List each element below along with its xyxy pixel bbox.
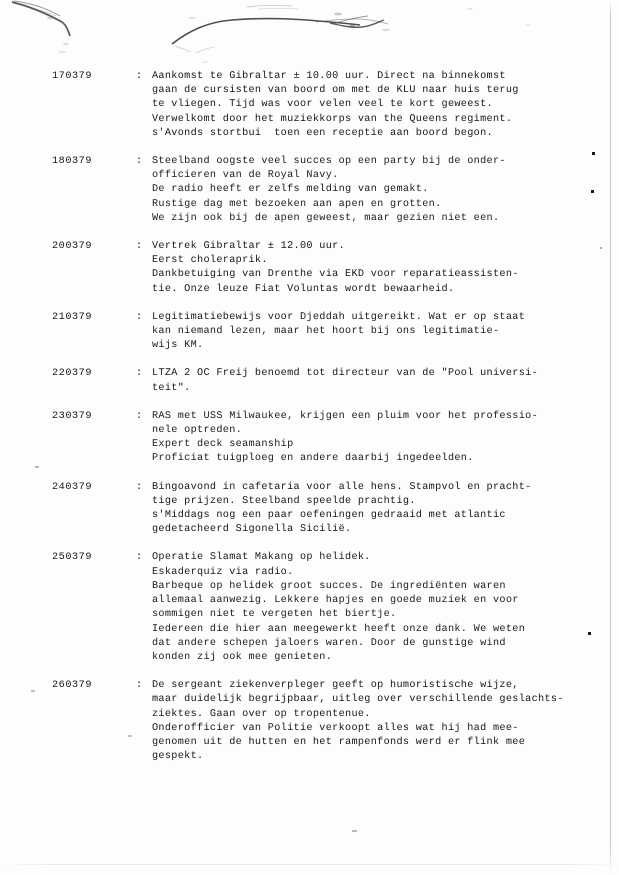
log-entry-line: genomen uit de hutten en het rampenfonds werd er flink mee — [152, 736, 526, 748]
log-entry-line: Dankbetuiging van Drenthe via EKD voor reparatieassisten- — [152, 269, 519, 281]
log-entry-line: kan niemand lezen, maar het hoort bij ons legitimatie- — [152, 326, 500, 338]
log-entry-line: maar duidelijk begrijpbaar, uitleg over verschillende geslachts- — [152, 694, 564, 706]
log-entry-list — [0, 70, 619, 778]
log-entry-text — [152, 367, 619, 395]
log-entry-line: tige prijzen. Steelband speelde prachtig. — [152, 495, 416, 507]
log-entry-date: 170379 — [52, 71, 92, 82]
scan-tear-artifact — [0, 0, 619, 72]
log-entry-date: 240379 — [52, 481, 92, 493]
log-entry-date: 180379 — [52, 156, 92, 168]
log-entry-line: Eerst choleraprik. — [152, 255, 268, 267]
log-entry-date: 220379 — [52, 368, 92, 380]
log-entry-line: officieren van de Royal Navy. — [152, 170, 339, 182]
log-entry-line: Vertrek Gibraltar ± 12.00 uur. — [152, 241, 346, 253]
log-entry-line: wijs KM. — [152, 340, 204, 352]
log-entry-text — [152, 679, 619, 764]
log-entry-line: s'Middags nog een paar oefeningen gedraaid met atlantic — [152, 510, 506, 522]
log-entry-separator: : — [136, 71, 143, 82]
log-entry-line: Expert deck seamanship — [152, 439, 294, 451]
log-entry-line: Steelband oogste veel succes op een party bij de onder- — [152, 156, 506, 168]
log-entry-line: gedetacheerd Sigonella Sicilië. — [152, 524, 352, 536]
log-entry-line: We zijn ook bij de apen geweest, maar gezien niet een. — [152, 212, 500, 224]
log-entry-line: LTZA 2 OC Freij benoemd tot directeur van de "Pool universi- — [152, 368, 539, 380]
log-entry-text — [152, 481, 619, 538]
log-entry — [0, 240, 619, 297]
log-entry-line: Operatie Slamat Makang op helidek. — [152, 552, 371, 564]
log-entry-line: allemaal aanwezig. Lekkere hapjes en goede muziek en voor — [152, 595, 519, 607]
log-entry-line: Eskaderquiz via radio. — [152, 566, 294, 578]
log-entry-line: Rustige dag met bezoeken aan apen en grotten. — [152, 198, 442, 210]
log-entry-line: Verwelkomt door het muziekkorps van the Queens regiment. — [152, 113, 513, 125]
log-entry-line: teit". — [152, 382, 191, 394]
log-entry-line: gaan de cursisten van boord om met de KLU naar huis terug — [152, 85, 519, 97]
log-entry-line: Onderofficier van Politie verkoopt alles wat hij had mee- — [152, 722, 519, 734]
log-entry-line: RAS met USS Milwaukee, krijgen een pluim voor het professio- — [152, 410, 539, 422]
log-entry-text — [152, 70, 619, 141]
log-entry-date: 200379 — [52, 241, 92, 253]
log-entry-separator: : — [136, 156, 143, 168]
log-entry-separator: : — [136, 481, 143, 493]
margin-speck — [352, 830, 357, 832]
log-entry-line: te vliegen. Tijd was voor velen veel te kort geweest. — [152, 99, 493, 111]
log-entry-separator: : — [136, 680, 143, 692]
log-entry-text — [152, 240, 619, 297]
log-entry-separator: : — [136, 410, 143, 422]
log-entry-line: Aankomst te Gibraltar ± 10.00 uur. Direct na binnekomst — [152, 71, 506, 82]
log-entry — [0, 410, 619, 467]
log-entry — [0, 70, 619, 141]
log-entry-separator: : — [136, 552, 143, 564]
log-entry-line: Proficiat tuigploeg en andere daarbij ingedeelden. — [152, 453, 474, 465]
log-entry-separator: : — [136, 368, 143, 380]
log-entry-text — [152, 155, 619, 226]
log-entry-line: De radio heeft er zelfs melding van gemakt. — [152, 184, 429, 196]
log-entry-line: tie. Onze leuze Fiat Voluntas wordt bewaarheid. — [152, 283, 455, 295]
page-bottom-line — [0, 864, 619, 865]
log-entry-line: sommigen niet te vergeten het biertje. — [152, 609, 397, 621]
log-entry-line: konden zij ook mee genieten. — [152, 651, 333, 663]
log-entry-text — [152, 311, 619, 354]
log-entry-line: ziektes. Gaan over op tropentenue. — [152, 708, 371, 720]
log-entry — [0, 311, 619, 354]
log-entry-separator: : — [136, 241, 143, 253]
log-entry-date: 250379 — [52, 552, 92, 564]
log-entry — [0, 155, 619, 226]
log-entry-line: gespekt. — [152, 751, 204, 763]
log-entry-line: Barbeque op helidek groot succes. De ingrediënten waren — [152, 580, 506, 592]
log-entry-text — [152, 410, 619, 467]
log-entry-line: s'Avonds stortbui toen een receptie aan boord begon. — [152, 127, 493, 139]
log-entry — [0, 367, 619, 395]
log-entry-line: Bingoavond in cafetaria voor alle hens. Stampvol en pracht- — [152, 481, 532, 493]
log-entry — [0, 481, 619, 538]
log-entry — [0, 679, 619, 764]
log-entry — [0, 551, 619, 665]
log-entry-line: De sergeant ziekenverpleger geeft op humoristische wijze, — [152, 680, 519, 692]
log-entry-date: 210379 — [52, 311, 92, 323]
log-entry-separator: : — [136, 311, 143, 323]
log-entry-date: 260379 — [52, 680, 92, 692]
log-entry-line: Iedereen die hier aan meegewerkt heeft onze dank. We weten — [152, 623, 526, 635]
log-entry-line: nele optreden. — [152, 425, 243, 437]
log-entry-text — [152, 551, 619, 665]
log-entry-line: Legitimatiebewijs voor Djeddah uitgereikt. Wat er op staat — [152, 311, 526, 323]
log-entry-line: dat andere schepen jaloers waren. Door de gunstige wind — [152, 637, 506, 649]
log-entry-date: 230379 — [52, 410, 92, 422]
